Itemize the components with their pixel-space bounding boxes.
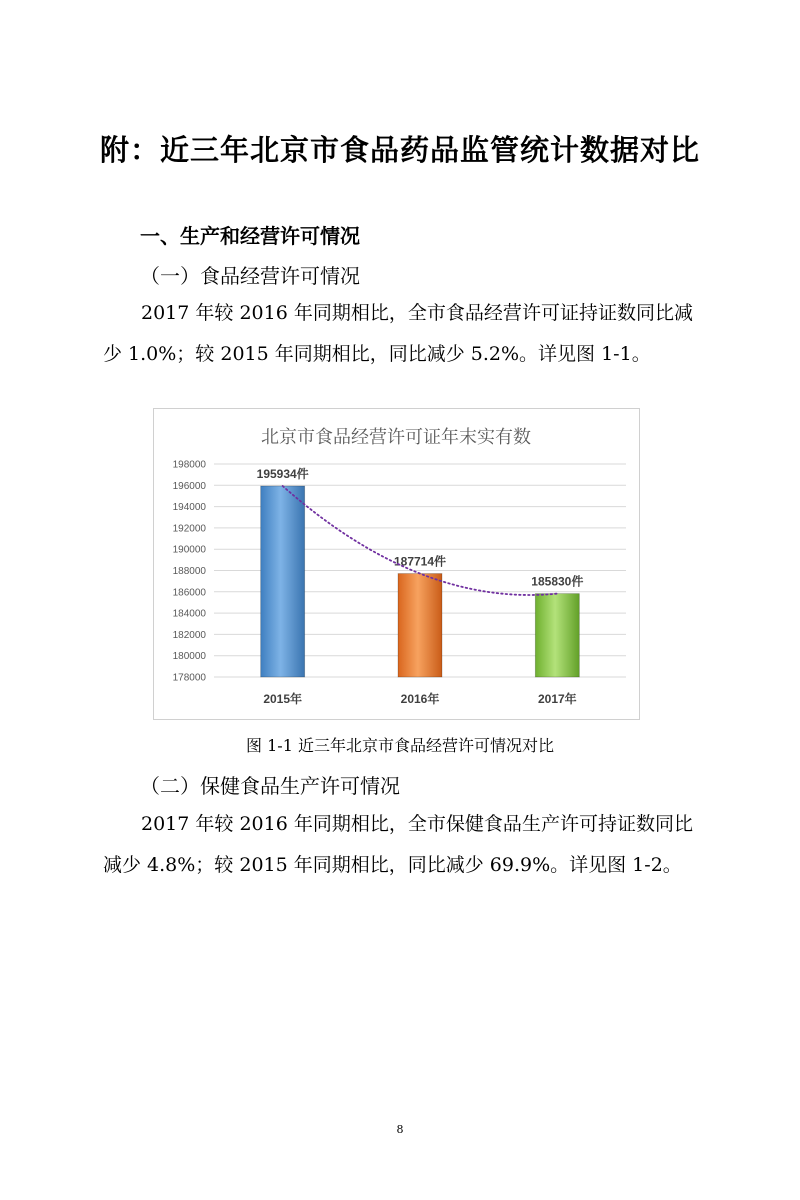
x-tick-label: 2017年 bbox=[537, 692, 577, 706]
x-tick-label: 2016年 bbox=[400, 692, 440, 706]
y-tick-label: 182000 bbox=[172, 629, 206, 641]
y-tick-label: 188000 bbox=[172, 566, 206, 577]
y-tick-label: 184000 bbox=[172, 608, 206, 620]
subsection-heading-health-food: （二）保健食品生产许可情况 bbox=[140, 774, 400, 798]
y-tick-label: 196000 bbox=[172, 480, 206, 492]
bar-2017年 bbox=[535, 594, 579, 677]
bar-chart bbox=[154, 409, 639, 719]
figure-caption: 图 1-1 近三年北京市食品经营许可情况对比 bbox=[246, 736, 554, 755]
chart-container bbox=[153, 408, 640, 720]
y-tick-label: 186000 bbox=[172, 587, 206, 599]
data-label: 195934件 bbox=[256, 467, 309, 482]
y-tick-label: 190000 bbox=[172, 544, 206, 556]
paragraph-health-food: 2017 年较 2016 年同期相比，全市保健食品生产许可持证数同比减少 4.8%；较 2015 年同期相比，同比减少 69.9%。详见图 1-2。 bbox=[103, 813, 693, 876]
data-label: 185830件 bbox=[531, 574, 584, 589]
y-tick-label: 194000 bbox=[172, 502, 206, 514]
bar-2016年 bbox=[398, 574, 442, 677]
paragraph-food-business: 2017 年较 2016 年同期相比，全市食品经营许可证持证数同比减少 1.0%；较 2015 年同期相比，同比减少 5.2%。详见图 1-1。 bbox=[103, 302, 693, 365]
y-tick-label: 180000 bbox=[172, 651, 206, 663]
data-label: 187714件 bbox=[393, 554, 447, 569]
chart-title: 北京市食品经营许可证年末实有数 bbox=[261, 427, 531, 447]
y-tick-label: 178000 bbox=[172, 672, 206, 684]
page-number: 8 bbox=[396, 1123, 404, 1136]
x-tick-label: 2015年 bbox=[263, 692, 303, 706]
y-tick-label: 192000 bbox=[172, 523, 206, 535]
y-tick-label: 198000 bbox=[172, 459, 206, 471]
section-heading: 一、生产和经营许可情况 bbox=[140, 224, 360, 248]
bar-2015年 bbox=[261, 486, 305, 677]
subsection-heading-food-business: （一）食品经营许可情况 bbox=[140, 264, 360, 288]
page-title: 附：近三年北京市食品药品监管统计数据对比 bbox=[99, 133, 700, 167]
